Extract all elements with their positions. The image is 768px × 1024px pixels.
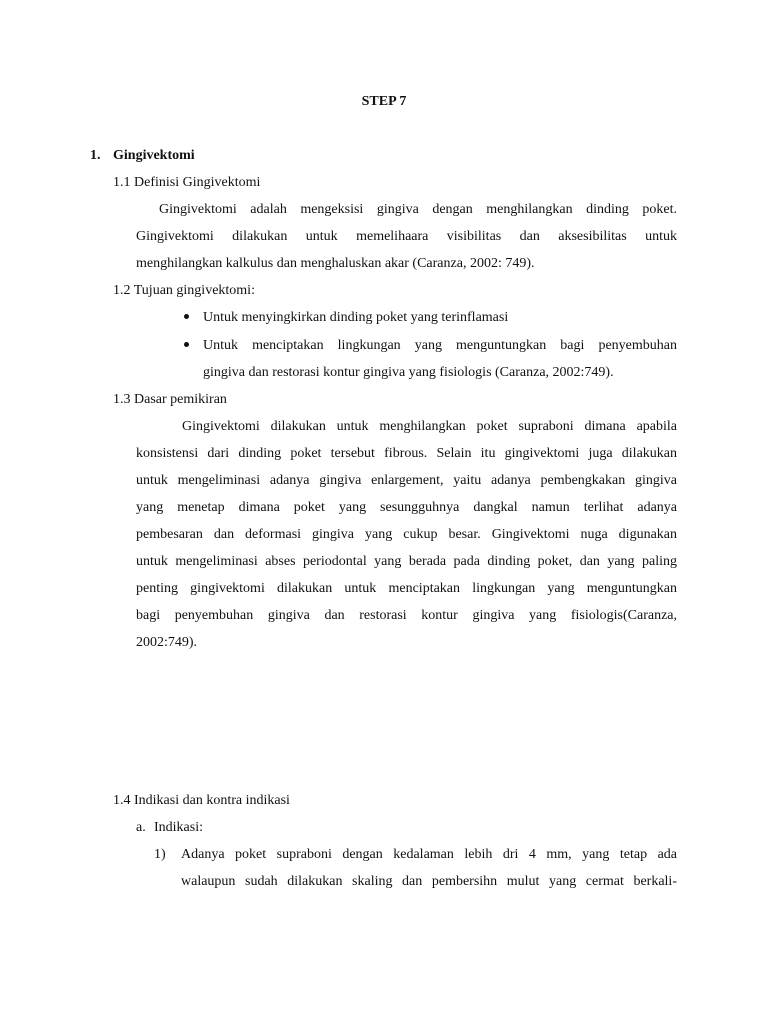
paragraph-line: yang menetap dimana poket yang sesungguhnya dangkal namun terlihat adanya: [136, 500, 677, 515]
bullet-item-line: gingiva dan restorasi kontur gingiva yang fisiologis (Caranza, 2002:749).: [203, 365, 614, 380]
paragraph-line: Gingivektomi dilakukan untuk memelihaara visibilitas dan aksesibilitas untuk: [136, 229, 677, 244]
bullet-icon: [184, 342, 189, 347]
bullet-icon: [184, 314, 189, 319]
paragraph-line: 2002:749).: [136, 635, 198, 650]
section-number: 1.: [90, 148, 101, 163]
paragraph-line: untuk mengeliminasi abses periodontal yang berada pada dinding poket, dan yang paling: [136, 554, 677, 569]
paragraph-line: Gingivektomi dilakukan untuk menghilangkan poket supraboni dimana apabila: [182, 419, 677, 434]
list-marker-a: a.: [136, 820, 146, 835]
paragraph-line: Gingivektomi adalah mengeksisi gingiva dengan menghilangkan dinding poket.: [159, 202, 677, 217]
subsection-heading-1-1: 1.1 Definisi Gingivektomi: [113, 175, 261, 190]
subsection-heading-1-2: 1.2 Tujuan gingivektomi:: [113, 283, 255, 298]
subsection-heading-1-4: 1.4 Indikasi dan kontra indikasi: [113, 793, 290, 808]
page-title: STEP 7: [361, 94, 407, 109]
list-item-line: walaupun sudah dilakukan skaling dan pembersihn mulut yang cermat berkali-: [181, 874, 677, 889]
paragraph-line: bagi penyembuhan gingiva dan restorasi kontur gingiva yang fisiologis(Caranza,: [136, 608, 677, 623]
list-item-line: Adanya poket supraboni dengan kedalaman lebih dri 4 mm, yang tetap ada: [181, 847, 677, 862]
subsection-heading-1-3: 1.3 Dasar pemikiran: [113, 392, 227, 407]
paragraph-line: pembesaran dan deformasi gingiva yang cukup besar. Gingivektomi nuga digunakan: [136, 527, 677, 542]
list-marker-1: 1): [154, 847, 166, 862]
sub-heading-indikasi: Indikasi:: [154, 820, 203, 835]
paragraph-line: penting gingivektomi dilakukan untuk menciptakan lingkungan yang menguntungkan: [136, 581, 677, 596]
paragraph-line: konsistensi dari dinding poket tersebut fibrous. Selain itu gingivektomi juga dilakukan: [136, 446, 677, 461]
paragraph-line: untuk mengeliminasi adanya gingiva enlargement, yaitu adanya pembengkakan gingiva: [136, 473, 677, 488]
paragraph-line: menghilangkan kalkulus dan menghaluskan akar (Caranza, 2002: 749).: [136, 256, 535, 271]
section-title: Gingivektomi: [113, 148, 195, 163]
bullet-item-line: Untuk menciptakan lingkungan yang menguntungkan bagi penyembuhan: [203, 338, 677, 353]
bullet-item-line: Untuk menyingkirkan dinding poket yang terinflamasi: [203, 310, 509, 325]
